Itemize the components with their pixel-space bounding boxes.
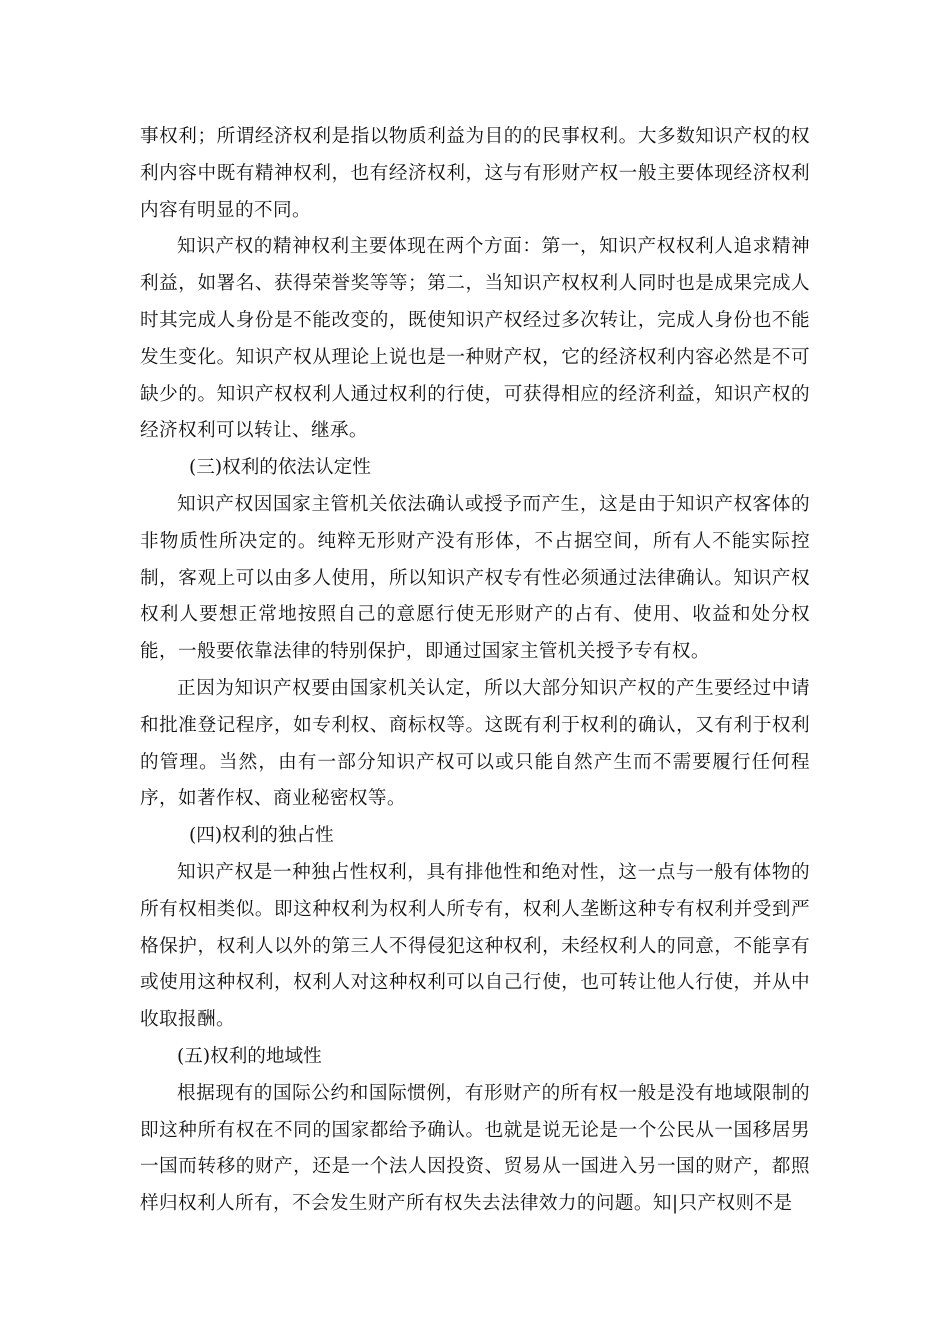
- paragraph-territoriality: 根据现有的国际公约和国际惯例，有形财产的所有权一般是没有地域限制的即这种所有权在不同的国家都给予确认。也就是说无论是一个公民从一国移居男一国而转移的财产，还是一个法人因投资、贸易从一国进入另一国的财产，都照样归权利人所有，不会发生财产所有权失去法律效力的问题。知|只产权则不是: [140, 1082, 810, 1215]
- paragraph-legal-recognition: 知识产权因国家主管机关依法确认或授予而产生，这是由于知识产权客体的非物质性所决定的。纯粹无形财产没有形体，不占据空间，所有人不能实际控制，客观上可以由多人使用，所以知识产权专有性必须通过法律确认。知识产权权利人要想正常地按照自己的意愿行使无形财产的占有、使用、收益和处分权能，一般要依靠法律的特别保护，即通过国家主管机关授予专有权。: [140, 493, 810, 663]
- paragraph-continuation: 事权利；所谓经济权利是指以物质利益为目的的民事权利。大多数知识产权的权利内容中既有精神权利，也有经济权利，这与有形财产权一般主要体现经济权利内容有明显的不同。: [140, 126, 810, 221]
- paragraph-spiritual-rights: 知识产权的精神权利主要体现在两个方面：第一，知识产权权利人追求精神利益，如署名、获得荣誉奖等等；第二，当知识产权权利人同时也是成果完成人时其完成人身份是不能改变的，既使知识产权经过多次转让，完成人身份也不能发生变化。知识产权从理论上说也是一种财产权，它的经济权利内容必然是不可缺少的。知识产权权利人通过权利的行使，可获得相应的经济利益，知识产权的经济权利可以转让、继承。: [140, 236, 810, 442]
- document-body: [140, 119, 810, 1223]
- paragraph-registration: 正因为知识产权要由国家机关认定，所以大部分知识产权的产生要经过中请和批准登记程序，如专利权、商标权等。这既有利于权利的确认，又有利于权利的管理。当然，由有一部分知识产权可以或只能自然产生而不需要履行任何程序，如著作权、商业秘密权等。: [140, 677, 810, 810]
- section-heading-3: (三)权利的依法认定性: [189, 457, 371, 479]
- paragraph-exclusivity: 知识产权是一种独占性权利，具有排他性和绝对性，这一点与一般有体物的所有权相类似。即这种权利为权利人所专有，权利人垄断这种专有权利并受到严格保护，权利人以外的第三人不得侵犯这种权利，未经权利人的同意，不能享有或使用这种权利，权利人对这种权利可以自己行使，也可转让他人行使，并从中收取报酬。: [140, 861, 810, 1031]
- section-heading-4: (四)权利的独占性: [189, 825, 334, 847]
- section-heading-5: (五)权利的地域性: [177, 1045, 322, 1067]
